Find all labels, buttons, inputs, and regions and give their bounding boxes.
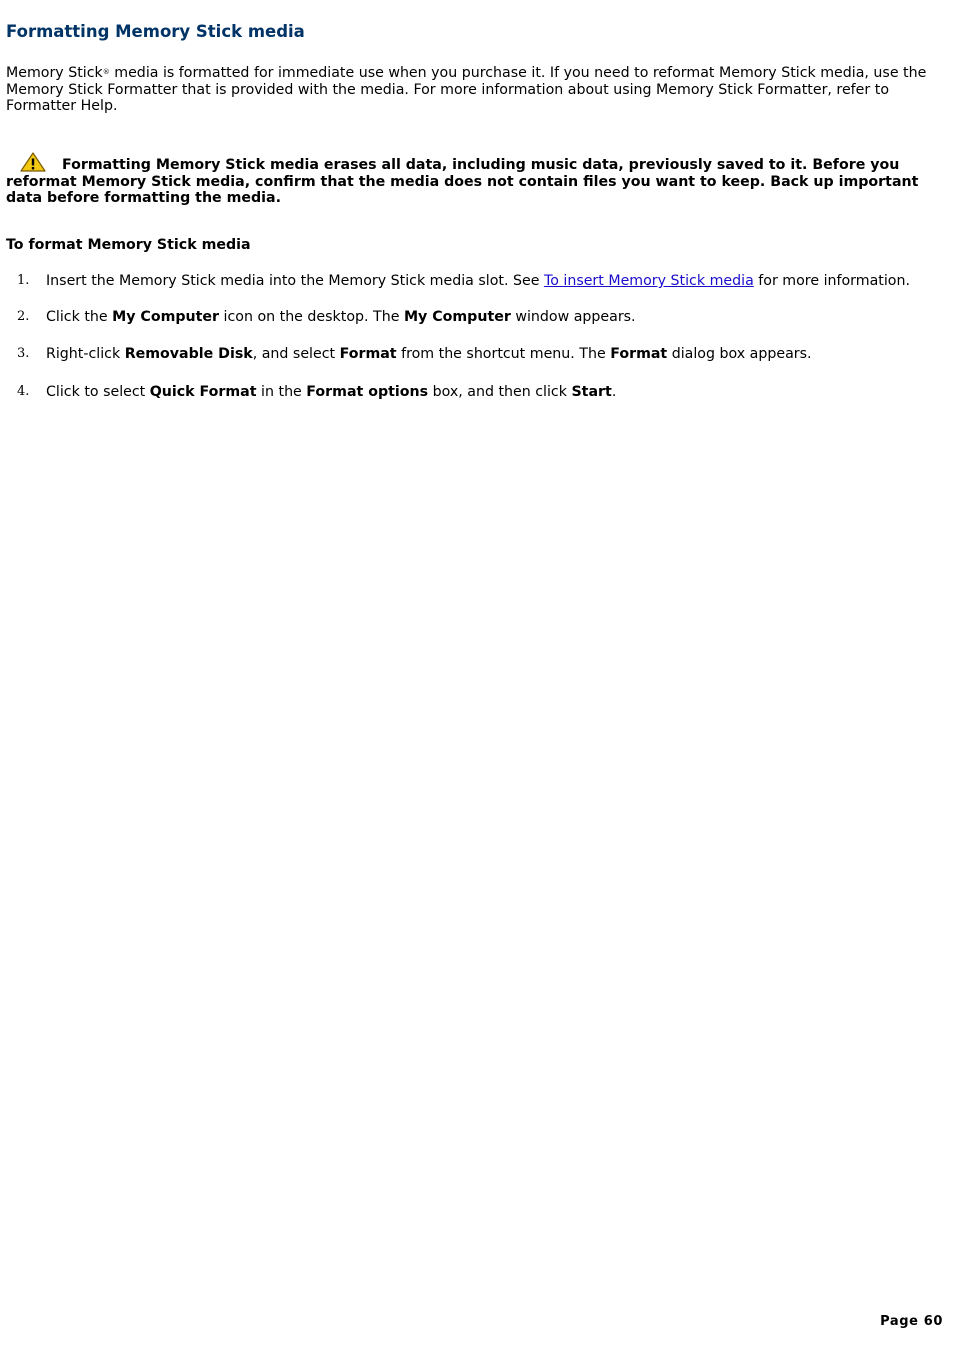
step-text: . bbox=[611, 384, 617, 400]
page-title: Formatting Memory Stick media bbox=[6, 22, 305, 41]
procedure-heading: To format Memory Stick media bbox=[6, 237, 251, 253]
step-text: icon on the desktop. The bbox=[219, 309, 404, 325]
warning-triangle-icon bbox=[20, 152, 46, 172]
step-text: dialog box appears. bbox=[667, 346, 812, 362]
intro-paragraph bbox=[6, 64, 950, 115]
step-text: from the shortcut menu. The bbox=[396, 346, 611, 362]
step-4 bbox=[0, 383, 954, 401]
step-text: box, and then click bbox=[428, 384, 572, 400]
intro-text-start: Memory Stick bbox=[6, 65, 103, 81]
step-2 bbox=[0, 308, 954, 326]
warning-text: Formatting Memory Stick media erases all data, including music data, previously saved to it. Before you reformat Memory Stick media, confirm that the media does not contain files you want to keep. Back up important data before formatting the media. bbox=[6, 157, 919, 207]
insert-memory-stick-link[interactable]: To insert Memory Stick media bbox=[543, 273, 754, 289]
step-text: Insert the Memory Stick media into the Memory Stick media slot. See bbox=[46, 273, 544, 289]
step-bold: Quick Format bbox=[149, 384, 257, 400]
page-number: Page 60 bbox=[880, 1314, 943, 1329]
step-bold: Removable Disk bbox=[124, 346, 253, 362]
step-1 bbox=[0, 272, 954, 290]
step-text: in the bbox=[256, 384, 307, 400]
step-bold: Format bbox=[610, 346, 668, 362]
warning-note bbox=[6, 152, 950, 207]
step-bold: My Computer bbox=[112, 309, 220, 325]
step-bold: Format options bbox=[306, 384, 429, 400]
step-bold: Start bbox=[571, 384, 612, 400]
step-3 bbox=[0, 345, 954, 363]
step-text: , and select bbox=[252, 346, 340, 362]
step-bold: Format bbox=[339, 346, 397, 362]
intro-text-rest: media is formatted for immediate use when you purchase it. If you need to reformat Memory Stick media, use the Memory Stick Formatter that is provided with the media. For more information about using Memory Stick Formatter, refer to Formatter Help. bbox=[6, 65, 927, 115]
step-number: 3. bbox=[17, 346, 30, 361]
step-text: Click the bbox=[46, 309, 113, 325]
step-number: 2. bbox=[17, 309, 30, 324]
registered-mark: ® bbox=[102, 68, 110, 76]
step-text: for more information. bbox=[753, 273, 910, 289]
procedure-steps bbox=[0, 272, 954, 401]
step-text: window appears. bbox=[510, 309, 636, 325]
step-text: Right-click bbox=[46, 346, 125, 362]
step-number: 4. bbox=[17, 384, 30, 399]
step-number: 1. bbox=[17, 273, 30, 288]
step-text: Click to select bbox=[46, 384, 150, 400]
step-bold: My Computer bbox=[403, 309, 511, 325]
